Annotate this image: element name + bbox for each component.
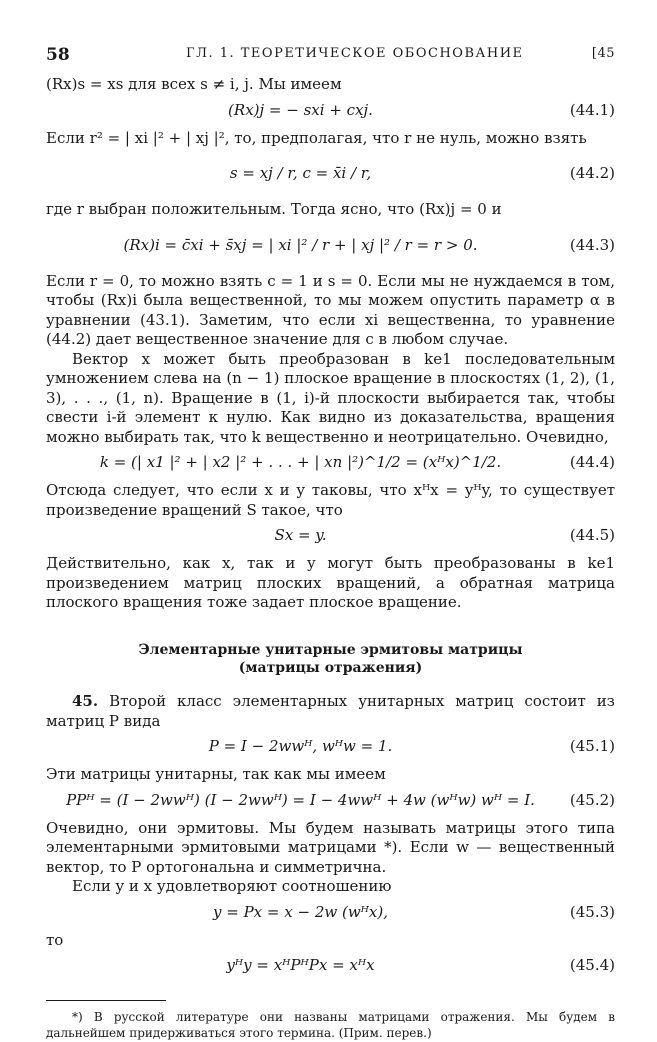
paragraph-intro: (Rx)s = xs для всех s ≠ i, j. Мы имеем [46,75,342,93]
page-number: 58 [46,45,70,65]
equation-44-5 [46,524,615,550]
running-header [46,44,615,64]
equation-number: (45.1) [569,737,615,756]
page-body [46,75,615,1042]
equation-formula: s = xj / r, c = x̄i / r, [229,164,372,182]
equation-45-3 [46,901,615,927]
paragraph-hence: Отсюда следует, что если x и y таковы, что xᴴx = yᴴy, то существует произведение вращений S такое, что [46,481,615,519]
paragraph-45 [46,692,615,731]
paragraph-r-zero: Если r = 0, то можно взять c = 1 и s = 0. Если мы не нуждаемся в том, чтобы (Rx)i была вещественной, то мы можем опустить параметр α в уравнении (43.1). Заметим, что если xi вещественна, то уравнение (44.2) дает вещественное значение для c в любом случае. [46,271,615,348]
equation-formula: yᴴy = xᴴPᴴPx = xᴴx [226,956,375,975]
equation-44-4 [46,451,615,477]
paragraph-unitary: Эти матрицы унитарны, так как мы имеем [46,765,386,784]
equation-formula: (Rx)i = c̄xi + s̄xj = | xi |² / r + | xj |² / r = r > 0. [123,235,478,254]
footnote-divider [46,1000,166,1001]
equation-formula: P = I − 2wwᴴ, wᴴw = 1. [208,737,393,756]
equation-44-2 [46,152,615,196]
equation-formula: PPᴴ = (I − 2wwᴴ) (I − 2wwᴴ) = I − 4wwᴴ + 4w (wᴴw) wᴴ = I. [66,790,535,809]
section-heading [46,641,615,679]
section-heading-line2: (матрицы отражения) [238,660,423,677]
equation-number: (44.2) [569,164,615,182]
footnote: *) В русской литературе они названы матрицами отражения. Мы будем в дальнейшем придерживаться этого термина. (Прим. перев.) [46,1010,615,1041]
equation-number: (45.2) [569,790,615,809]
paragraph-then: то [46,930,64,949]
equation-number: (45.3) [569,902,615,921]
equation-44-1 [46,99,615,125]
section-heading-line1: Элементарные унитарные эрмитовы матрицы [138,641,523,658]
chapter-title: ГЛ. 1. ТЕОРЕТИЧЕСКОЕ ОБОСНОВАНИЕ [186,46,524,61]
equation-number: (45.4) [569,956,615,975]
paragraph-hermitian: Очевидно, они эрмитовы. Мы будем называть матрицы этого типа элементарными эрмитовыми матрицами *). Если w — вещественный вектор, то P ортогональна и симметрична. [46,818,615,876]
equation-44-3 [46,224,615,268]
equation-45-4 [46,954,615,980]
paragraph-vector: Вектор x может быть преобразован в ke1 последовательным умножением слева на (n − 1) плоское вращение в плоскостях (1, 2), (1, 3), . . ., (1, n). Вращение в (1, i)-й плоскости выбирается так, чтобы свести i-й элемент к нулю. Как видно из доказательства, вращения можно выбирать так, что k вещественно и неотрицательно. Очевидно, [46,349,615,446]
equation-number: (44.5) [569,526,615,544]
equation-formula: k = (| x1 |² + | x2 |² + . . . + | xn |²)^1/2 = (xᴴx)^1/2. [99,453,502,471]
section-number: 45. [72,692,99,711]
section-mark: [45 [591,46,615,61]
equation-number: (44.1) [569,100,615,119]
equation-formula: y = Px = x − 2w (wᴴx), [213,902,388,921]
paragraph-45-text: Второй класс элементарных унитарных матриц состоит из матриц P вида [46,692,615,730]
paragraph-indeed: Действительно, как x, так и y могут быть преобразованы в ke1 произведением матриц плоских вращений, а обратная матрица плоского вращения тоже задает плоское вращение. [46,554,615,611]
equation-45-1 [46,735,615,761]
equation-number: (44.4) [569,453,615,471]
paragraph-r-squared: Если r² = | xi |² + | xj |², то, предполагая, что r не нуль, можно взять [46,128,587,147]
paragraph-if: Если y и x удовлетворяют соотношению [72,877,392,896]
equation-45-2 [46,789,615,815]
equation-formula: (Rx)j = − sxi + cxj. [228,100,373,119]
equation-number: (44.3) [569,235,615,254]
equation-formula: Sx = y. [274,526,327,544]
paragraph-r-positive: где r выбран положительным. Тогда ясно, что (Rx)j = 0 и [46,200,502,218]
